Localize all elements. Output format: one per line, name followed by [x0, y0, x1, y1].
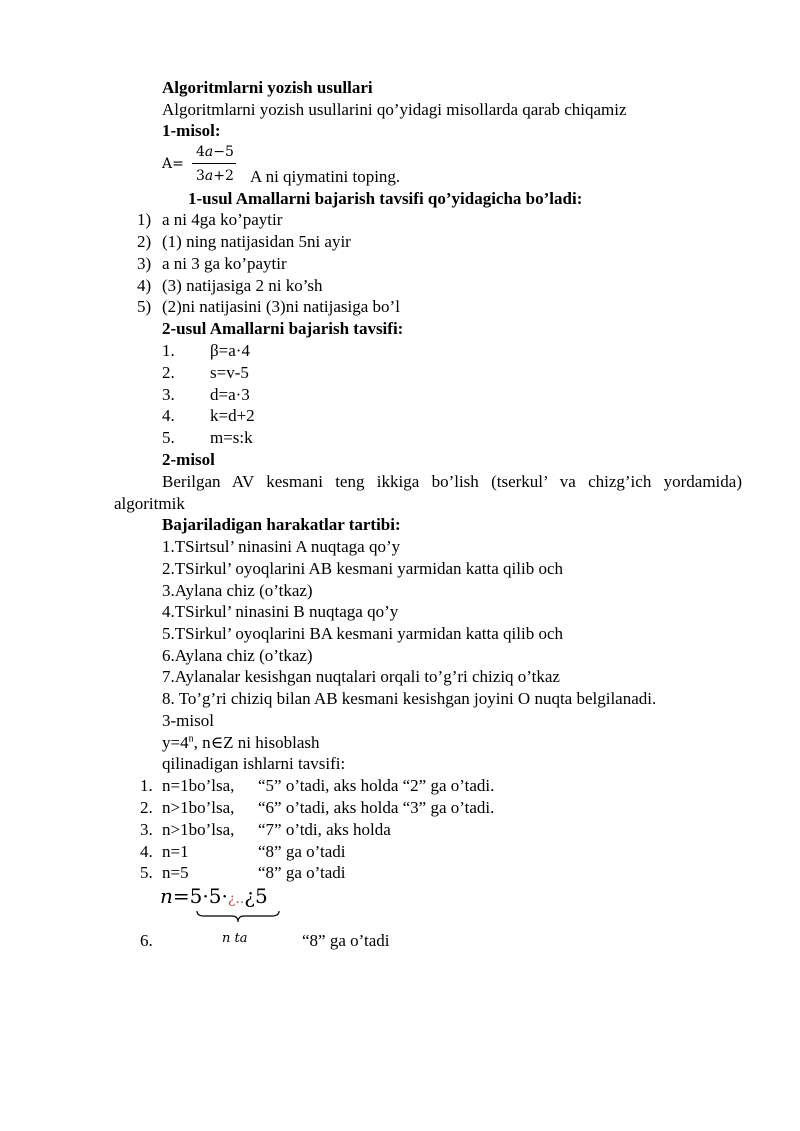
list-item-number: 1)	[137, 210, 152, 229]
example2-heading: 2-misol	[162, 450, 215, 469]
list-item-condition: n=1	[162, 842, 189, 861]
step-item: 2.TSirkul’ oyoqlarini AB kesmani yarmidan katta qilib och	[162, 559, 564, 578]
step-item: 1.TSirtsul’ ninasini A nuqtaga qo’y	[162, 537, 401, 556]
list-item-number: 1.	[162, 341, 175, 360]
list-item-number: 2)	[137, 232, 152, 251]
list-item-action: “5” o’tadi, aks holda “2” ga o’tadi.	[258, 776, 495, 795]
list-item-number: 4)	[137, 276, 152, 295]
list-item-text: β=a·4	[210, 341, 250, 360]
list-item-action: “8” ga o’tadi	[302, 931, 390, 950]
list-item	[137, 209, 151, 231]
list-item-text: a ni 4ga ko’paytir	[162, 210, 283, 229]
list-item-number: 4.	[140, 842, 153, 861]
list-item-number: 5)	[137, 297, 152, 316]
list-item-text: (3) natijasiga 2 ni ko’sh	[162, 276, 323, 295]
fraction-denominator: 3𝑎+2	[196, 168, 234, 184]
list-item-number: 5.	[162, 428, 175, 447]
list-item-text: s=v-5	[210, 363, 249, 382]
list-item	[137, 296, 151, 318]
list-item-text: m=s:k	[210, 428, 253, 447]
list-item	[137, 253, 151, 275]
list-item-condition: n>1bo’lsa,	[162, 820, 235, 839]
item6-formula-red: ¿..	[227, 891, 245, 907]
list-item-number: 3.	[162, 385, 175, 404]
item6-formula-start: 𝑛=5·5·	[160, 884, 228, 908]
list-item-number: 1.	[140, 776, 153, 795]
list-item-action: “7” o’tdi, aks holda	[258, 820, 391, 839]
formula-base: y=4	[162, 733, 189, 752]
list-item-number: 4.	[162, 406, 175, 425]
list-item	[137, 275, 151, 297]
step-item: 6.Aylana chiz (o’tkaz)	[162, 646, 313, 665]
fraction-numerator: 4𝑎−5	[196, 144, 234, 160]
list-item-number: 2.	[140, 798, 153, 817]
list-item-number: 3)	[137, 254, 152, 273]
step-item: 5.TSirkul’ oyoqlarini BA kesmani yarmidan katta qilib och	[162, 624, 564, 643]
underbrace-icon	[196, 910, 280, 924]
example3-heading: 3-misol	[162, 711, 214, 730]
step-item: 7.Aylanalar kesishgan nuqtalari orqali to’g’ri chiziq o’tkaz	[162, 667, 560, 686]
formula-exponent: n	[188, 733, 194, 745]
example3-subheading: qilinadigan ishlarni tavsifi:	[162, 754, 346, 773]
list-item-number: 6.	[140, 931, 153, 950]
list-item-text: a ni 3 ga ko’paytir	[162, 254, 287, 273]
item6-formula	[160, 883, 268, 912]
formula-lhs: A=	[162, 156, 184, 172]
list-item-text: k=d+2	[210, 406, 255, 425]
example2-description-cont: algoritmik	[114, 494, 185, 513]
method2-heading: 2-usul Amallarni bajarish tavsifi:	[162, 319, 404, 338]
list-item-action: “8” ga o’tadi	[258, 863, 346, 882]
intro-text: Algoritmlarni yozish usullarini qo’yidagi misollarda qarab chiqamiz	[162, 100, 627, 119]
step-item: 8. To’g’ri chiziq bilan AB kesmani kesishgan joyini O nuqta belgilanadi.	[162, 689, 657, 708]
list-item-action: “8” ga o’tadi	[258, 842, 346, 861]
steps-heading: Bajariladigan harakatlar tartibi:	[162, 515, 401, 534]
method1-heading: 1-usul Amallarni bajarish tavsifi qo’yidagicha bo’ladi:	[188, 189, 583, 208]
list-item-text: (1) ning natijasidan 5ni ayir	[162, 232, 351, 251]
example1-heading: 1-misol:	[162, 121, 221, 140]
example3-formula	[162, 732, 320, 754]
item6-formula-end: ¿5	[244, 884, 268, 908]
example2-description: Berilgan AV kesmani teng ikkiga bo’lish (tserkul’ va chizg’ich yordamida)	[162, 472, 742, 491]
list-item-number: 5.	[140, 863, 153, 882]
list-item-condition: n=1bo’lsa,	[162, 776, 235, 795]
list-item-number: 2.	[162, 363, 175, 382]
list-item-condition: n=5	[162, 863, 189, 882]
list-item-action: “6” o’tadi, aks holda “3” ga o’tadi.	[258, 798, 495, 817]
list-item-number: 3.	[140, 820, 153, 839]
step-item: 4.TSirkul’ ninasini B nuqtaga qo’y	[162, 602, 399, 621]
formula-rest: , n∈Z ni hisoblash	[193, 733, 320, 752]
list-item-text: (2)ni natijasini (3)ni natijasiga bo’l	[162, 297, 400, 316]
example1-task: A ni qiymatini toping.	[250, 167, 401, 186]
step-item: 3.Aylana chiz (o’tkaz)	[162, 581, 313, 600]
list-item-condition: n>1bo’lsa,	[162, 798, 235, 817]
list-item-text: d=a·3	[210, 385, 250, 404]
list-item	[137, 231, 151, 253]
underbrace-label: n ta	[222, 931, 248, 946]
fraction-bar	[192, 163, 236, 164]
document-title: Algoritmlarni yozish usullari	[162, 78, 373, 97]
